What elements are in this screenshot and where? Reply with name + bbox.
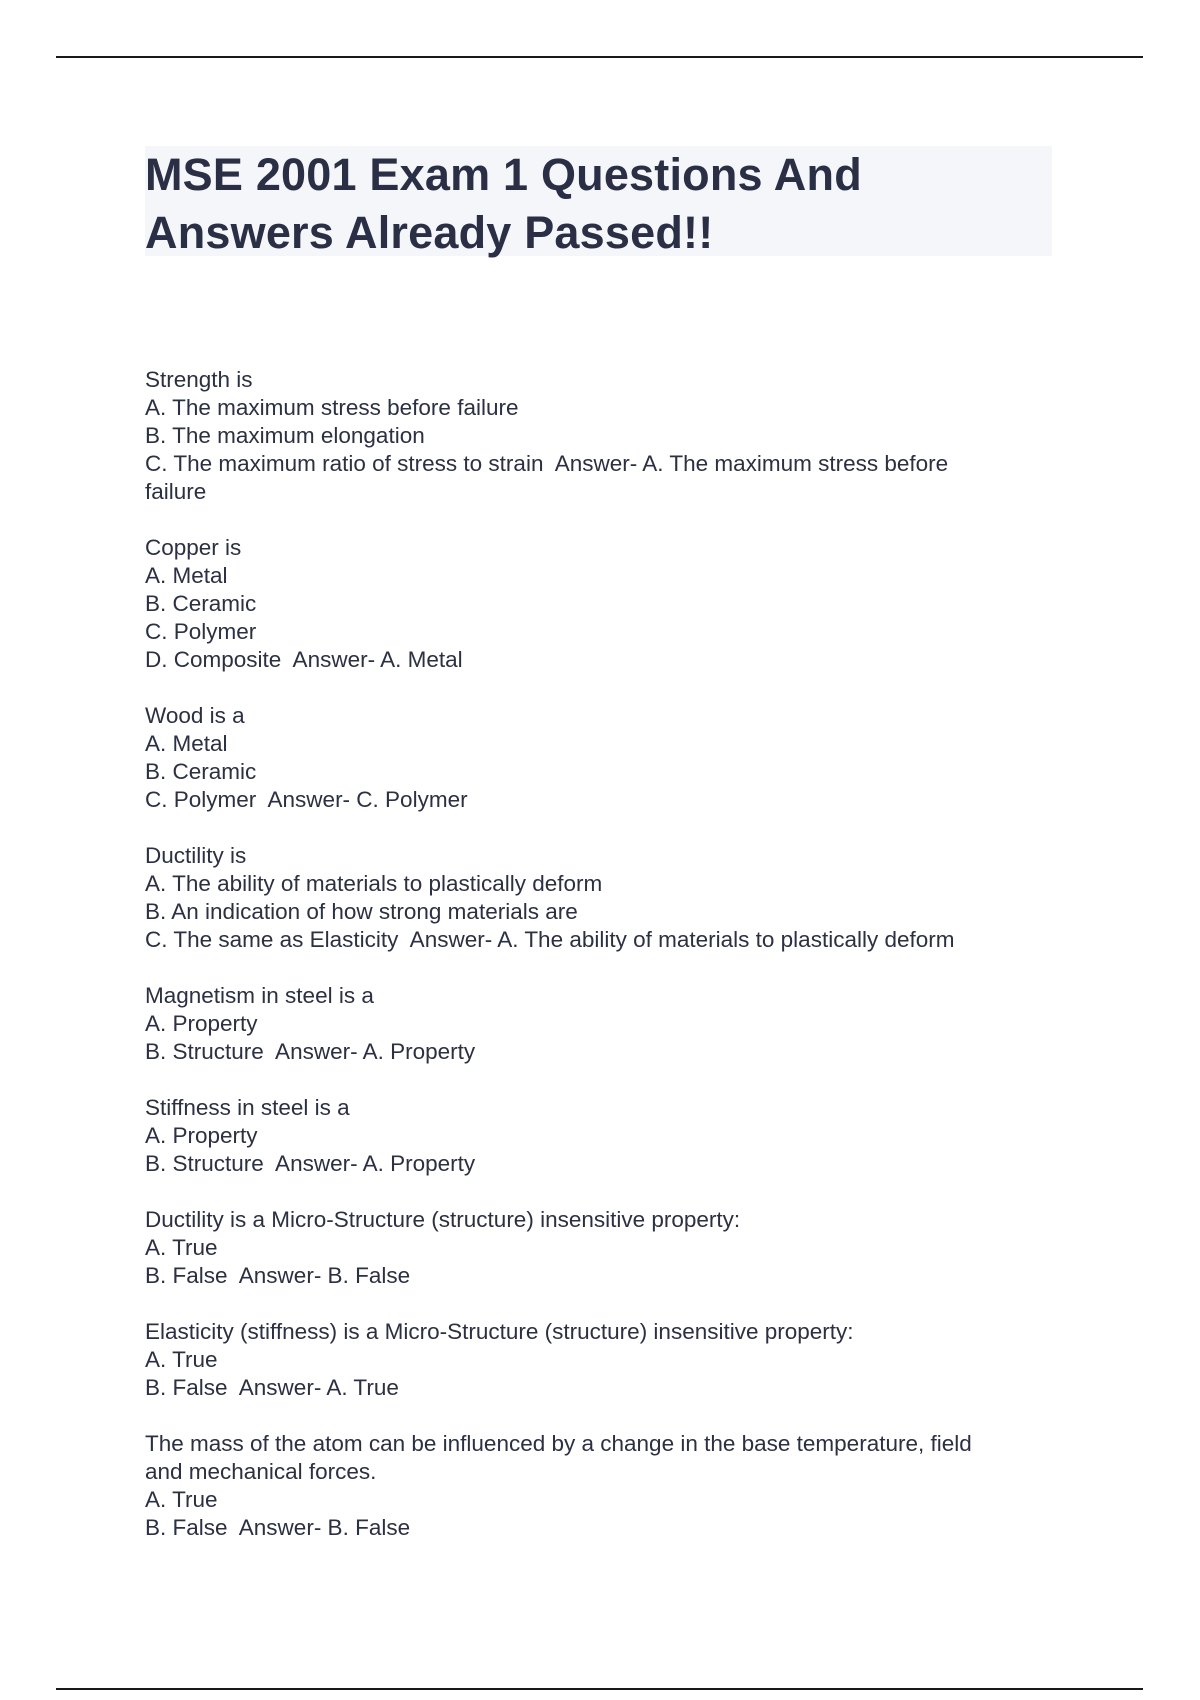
- top-rule: [56, 56, 1143, 58]
- title-block: [145, 146, 1052, 256]
- option-answer-line: B. False Answer- B. False: [145, 1263, 411, 1288]
- question-item: [145, 1206, 1045, 1290]
- option-answer-line: B. False Answer- B. False: [145, 1515, 411, 1540]
- question-prompt: Magnetism in steel is a: [145, 983, 374, 1008]
- question-item: [145, 842, 1045, 954]
- question-prompt: Wood is a: [145, 703, 245, 728]
- question-item: [145, 366, 1045, 506]
- option-line: A. True: [145, 1487, 218, 1512]
- option-line: A. The ability of materials to plastically deform: [145, 871, 603, 896]
- question-item: [145, 982, 1045, 1066]
- question-item: [145, 1430, 1045, 1542]
- option-line: A. True: [145, 1347, 218, 1372]
- question-prompt: Stiffness in steel is a: [145, 1095, 350, 1120]
- question-item: [145, 1318, 1045, 1402]
- question-prompt-continuation: and mechanical forces.: [145, 1459, 377, 1484]
- question-prompt: Elasticity (stiffness) is a Micro-Structure (structure) insensitive property:: [145, 1319, 854, 1344]
- option-answer-line: C. Polymer Answer- C. Polymer: [145, 787, 468, 812]
- option-line: A. Metal: [145, 731, 228, 756]
- question-item: [145, 1094, 1045, 1178]
- answer-continuation-line: failure: [145, 479, 207, 504]
- option-line: B. An indication of how strong materials are: [145, 899, 578, 924]
- option-line: C. Polymer: [145, 619, 257, 644]
- question-prompt: Ductility is a Micro-Structure (structure) insensitive property:: [145, 1207, 741, 1232]
- option-answer-line: C. The maximum ratio of stress to strain Answer- A. The maximum stress before: [145, 451, 949, 476]
- option-line: A. Metal: [145, 563, 228, 588]
- option-line: A. The maximum stress before failure: [145, 395, 519, 420]
- option-line: B. The maximum elongation: [145, 423, 425, 448]
- question-prompt: Ductility is: [145, 843, 247, 868]
- question-prompt: Copper is: [145, 535, 242, 560]
- bottom-rule: [56, 1688, 1143, 1690]
- question-prompt: The mass of the atom can be influenced by a change in the base temperature, field: [145, 1431, 972, 1456]
- option-answer-line: B. Structure Answer- A. Property: [145, 1039, 476, 1064]
- option-line: A. Property: [145, 1123, 258, 1148]
- option-answer-line: C. The same as Elasticity Answer- A. The ability of materials to plastically deform: [145, 927, 955, 952]
- questions-list: [145, 366, 1045, 1570]
- option-line: A. Property: [145, 1011, 258, 1036]
- option-answer-line: B. False Answer- A. True: [145, 1375, 399, 1400]
- question-item: [145, 702, 1045, 814]
- document-title: MSE 2001 Exam 1 Questions And Answers Already Passed!!: [145, 149, 862, 258]
- option-line: A. True: [145, 1235, 218, 1260]
- question-prompt: Strength is: [145, 367, 253, 392]
- option-line: B. Ceramic: [145, 591, 257, 616]
- question-item: [145, 534, 1045, 674]
- option-answer-line: D. Composite Answer- A. Metal: [145, 647, 463, 672]
- option-line: B. Ceramic: [145, 759, 257, 784]
- option-answer-line: B. Structure Answer- A. Property: [145, 1151, 476, 1176]
